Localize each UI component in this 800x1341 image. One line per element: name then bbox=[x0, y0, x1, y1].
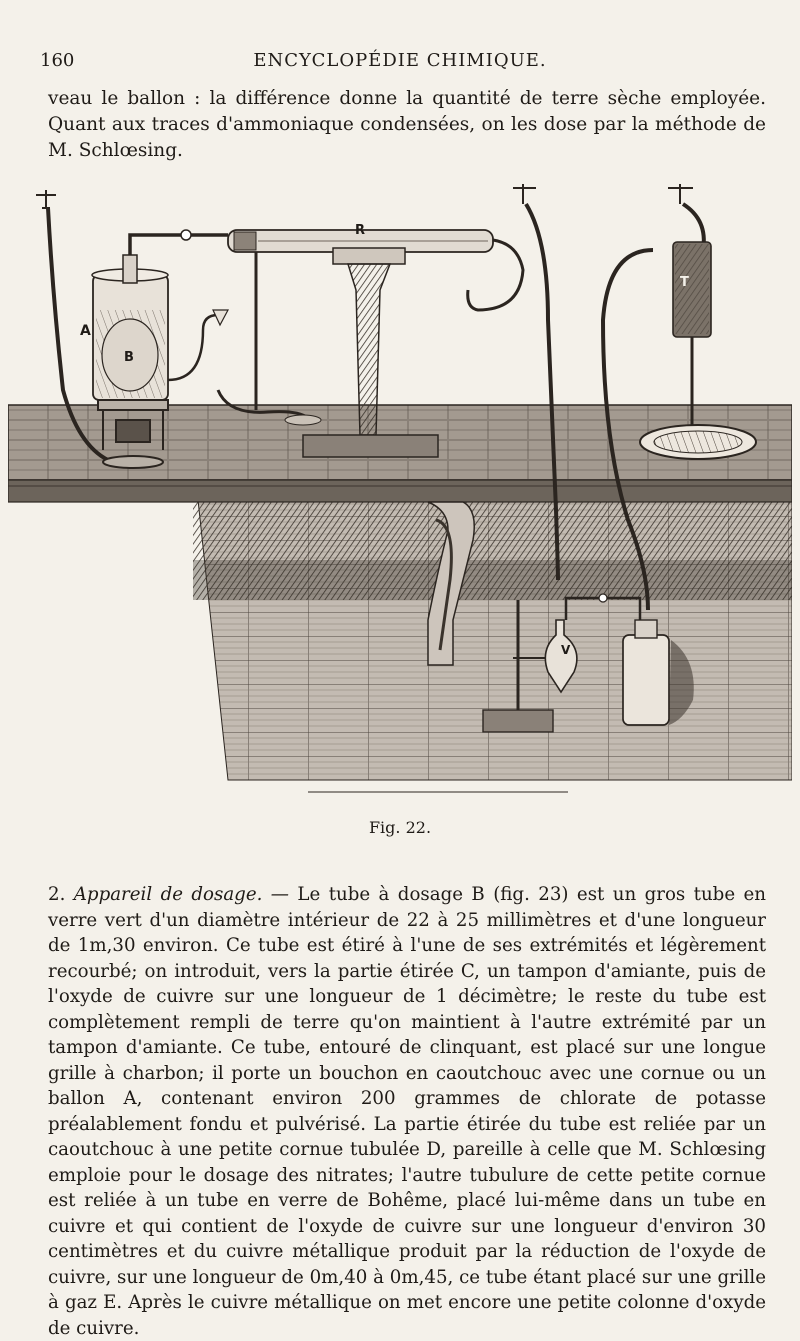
page-number: 160 bbox=[40, 50, 75, 71]
label-v: V bbox=[561, 643, 571, 657]
label-t: T bbox=[680, 275, 689, 290]
page-header bbox=[40, 50, 760, 76]
label-b: B bbox=[124, 350, 134, 365]
body-paragraph bbox=[48, 882, 766, 1341]
intro-text: veau le ballon : la différence donne la quantité de terre sèche employée. Quant aux traces d'ammoniaque condensées, on les dose par la méthode de M. Schlœsing. bbox=[48, 88, 766, 161]
intro-paragraph bbox=[48, 86, 766, 164]
label-s: S bbox=[340, 332, 350, 347]
figure-caption: Fig. 22. bbox=[368, 818, 432, 837]
label-r: R bbox=[355, 223, 366, 238]
running-head: ENCYCLOPÉDIE CHIMIQUE. bbox=[253, 50, 547, 71]
paragraph-title: Appareil de dosage. — bbox=[73, 884, 289, 905]
paragraph-text: Le tube à dosage B (fig. 23) est un gros tube en verre vert d'un diamètre intérieur de 22 à 25 millimètres et d'une longueur de 1m,30 environ. Ce tube est étiré à l'une de ses extrémités et légèrement recourbé; on introduit, vers la partie étirée C, un tampon d'amiante, puis de l'oxyde de cuivre sur une longueur de 1 décimètre; le reste du tube est complètement rempli de terre qu'on maintient à l'autre extrémité par un tampon d'amiante. Ce tube, entouré de clinquant, est placé sur une longue grille à charbon; il porte un bouchon en caoutchouc avec une cornue ou un ballon A, contenant environ 200 grammes de chlorate de potasse préalablement fondu et pulvérisé. La partie étirée du tube est reliée par un caoutchouc à une petite cornue tubulée D, pareille à celle que M. Schlœsing emploie pour le dosage des nitrates; l'autre tubulure de cette petite cornue est reliée à un tube en verre de Bohême, placé lui-même dans un tube en cuivre et qui contient de l'oxyde de cuivre sur une longueur d'environ 30 centimètres et du cuivre métallique produit par la réduction de l'oxyde de cuivre, sur une longueur de 0m,40 à 0m,45, ce tube étant placé sur une grille à gaz E. Après le cuivre métallique on met encore une petite colonne d'oxyde de cuivre. bbox=[48, 884, 766, 1339]
label-a: A bbox=[80, 323, 91, 339]
apparatus-engraving bbox=[8, 180, 792, 800]
paragraph-number: 2. bbox=[48, 884, 66, 905]
